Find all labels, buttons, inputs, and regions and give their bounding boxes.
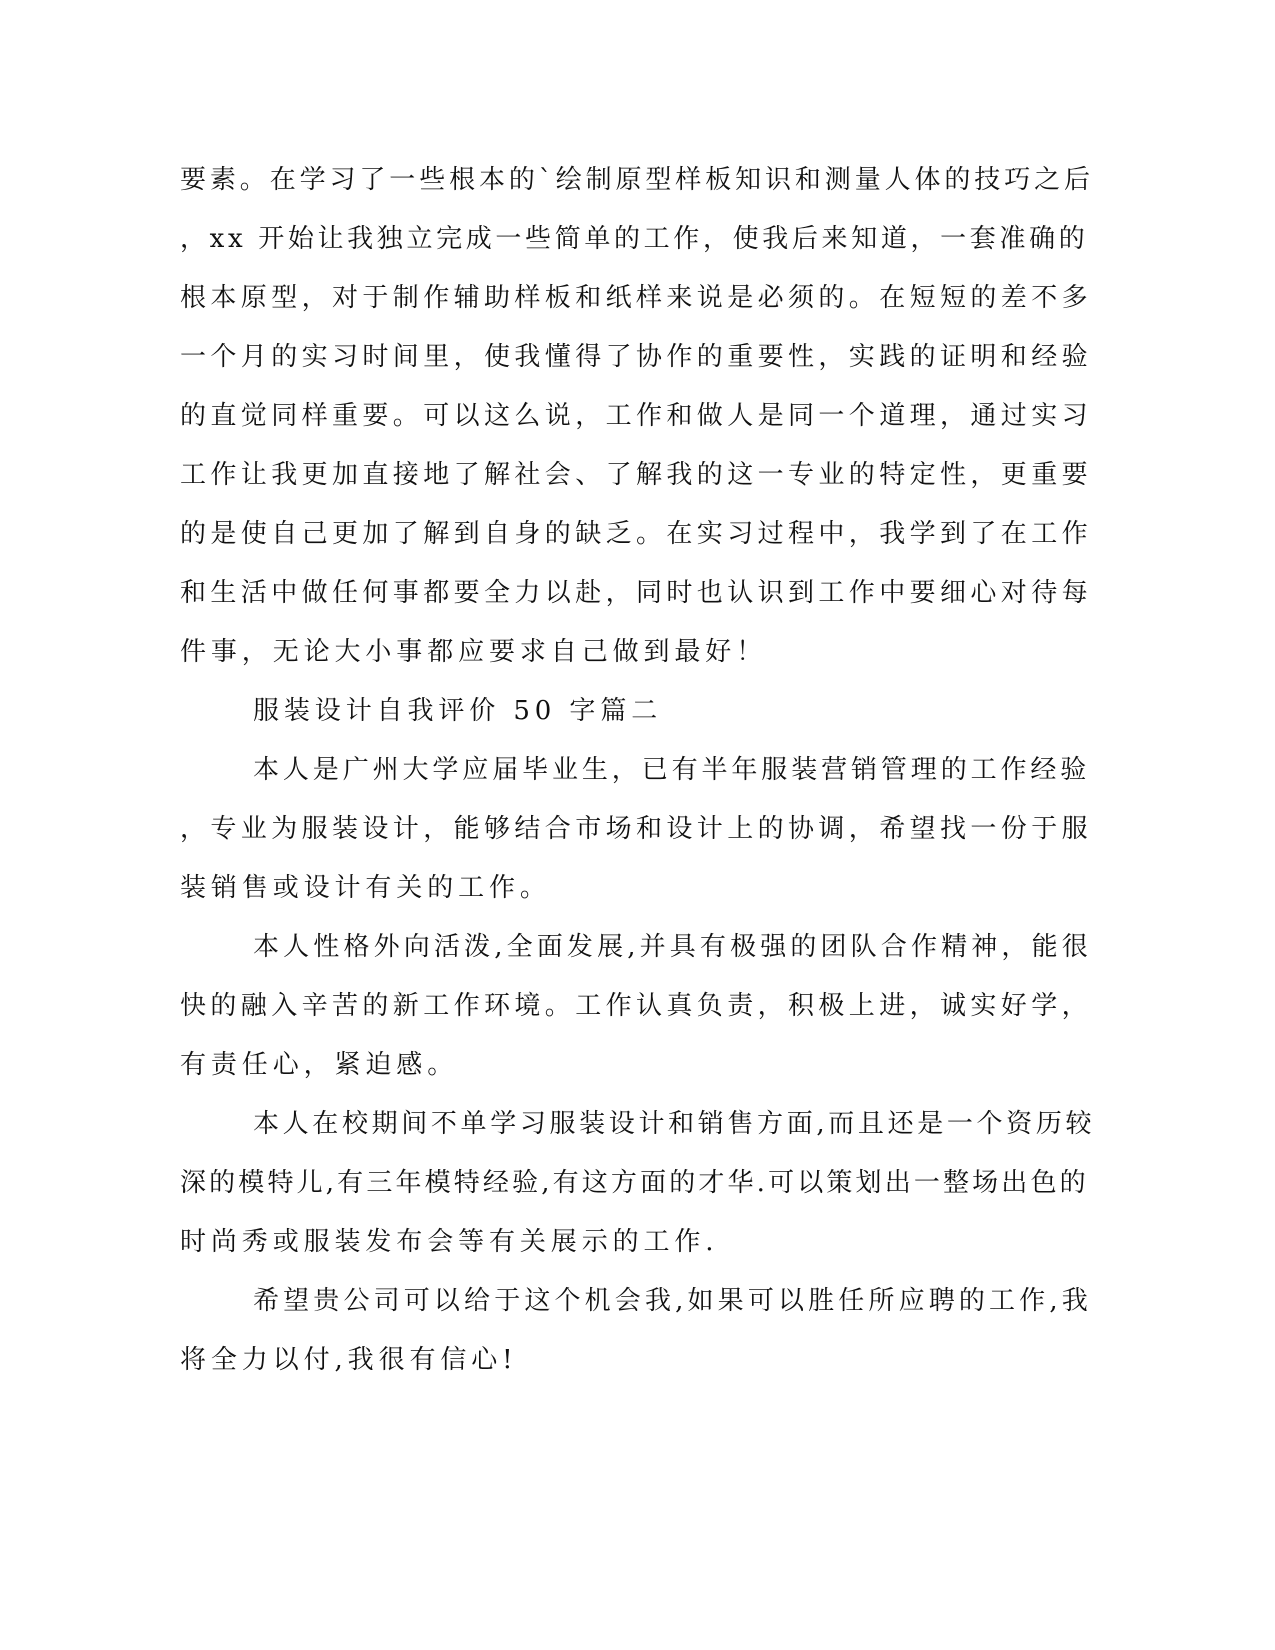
text-line: 的直觉同样重要。可以这么说，工作和做人是同一个道理，通过实习: [180, 401, 1093, 431]
text-line: 快的融入辛苦的新工作环境。工作认真负责，积极上进，诚实好学，: [180, 991, 1093, 1021]
text-line: 将全力以付,我很有信心!: [180, 1345, 518, 1375]
text-line: ，xx 开始让我独立完成一些简单的工作，使我后来知道，一套准确的: [180, 224, 1089, 254]
text-line: 有责任心，紧迫感。: [180, 1050, 459, 1080]
text-line: 件事，无论大小事都应要求自己做到最好！: [180, 637, 768, 667]
text-line: 本人是广州大学应届毕业生，已有半年服装营销管理的工作经验: [253, 755, 1091, 785]
text-line: 本人在校期间不单学习服装设计和销售方面,而且还是一个资历较: [253, 1109, 1096, 1139]
text-line: 根本原型，对于制作辅助样板和纸样来说是必须的。在短短的差不多: [180, 283, 1093, 313]
text-line: 时尚秀或服装发布会等有关展示的工作.: [180, 1227, 719, 1257]
text-line: 一个月的实习时间里，使我懂得了协作的重要性，实践的证明和经验: [180, 342, 1093, 372]
text-line: 和生活中做任何事都要全力以赴，同时也认识到工作中要细心对待每: [180, 578, 1093, 608]
text-line: ，专业为服装设计，能够结合市场和设计上的协调，希望找一份于服: [180, 814, 1093, 844]
text-line: 的是使自己更加了解到自身的缺乏。在实习过程中，我学到了在工作: [180, 519, 1093, 549]
text-line: 装销售或设计有关的工作。: [180, 873, 551, 903]
text-line: 本人性格外向活泼,全面发展,并具有极强的团队合作精神，能很: [253, 932, 1092, 962]
text-line: 工作让我更加直接地了解社会、了解我的这一专业的特定性，更重要: [180, 460, 1093, 490]
section-heading: 服装设计自我评价 50 字篇二: [253, 696, 663, 726]
text-line: 希望贵公司可以给于这个机会我,如果可以胜任所应聘的工作,我: [253, 1286, 1092, 1316]
text-line: 要素。在学习了一些根本的`绘制原型样板知识和测量人体的技巧之后: [180, 165, 1094, 195]
text-line: 深的模特儿,有三年模特经验,有这方面的才华.可以策划出一整场出色的: [180, 1168, 1089, 1198]
